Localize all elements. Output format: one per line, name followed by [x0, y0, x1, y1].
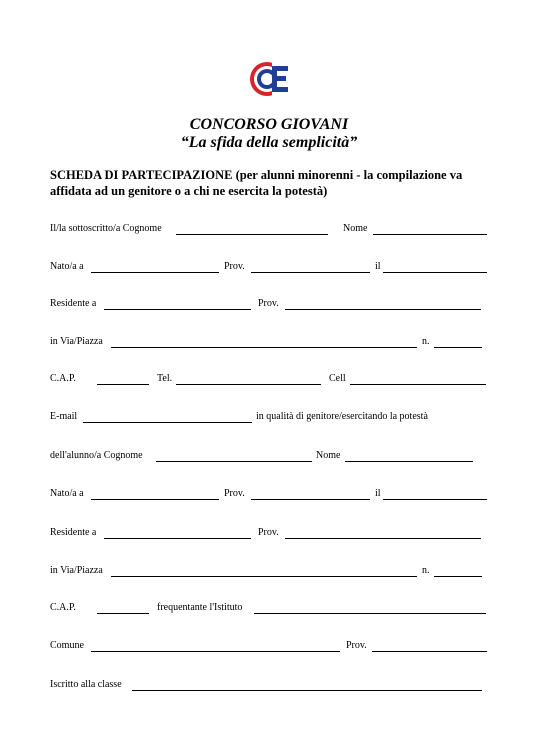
municipality-label: Comune	[50, 640, 84, 651]
ce-logo-icon	[248, 58, 290, 100]
school-field[interactable]	[254, 613, 486, 614]
form-row-parent-contacts	[0, 373, 538, 391]
student-birthplace-label: Nato/a a	[50, 488, 84, 499]
birthdate-label: il	[375, 261, 381, 272]
form-row-parent-address	[0, 336, 538, 354]
student-residence-province-field[interactable]	[285, 538, 481, 539]
form-row-school	[0, 602, 538, 620]
residence-province-label: Prov.	[258, 298, 279, 309]
form-row-student-name	[0, 450, 538, 468]
contest-title: CONCORSO GIOVANI	[189, 116, 349, 133]
street-field[interactable]	[111, 347, 417, 348]
student-province-field[interactable]	[251, 499, 370, 500]
mobile-field[interactable]	[350, 384, 486, 385]
student-surname-label: dell'alunno/a Cognome	[50, 450, 143, 461]
residence-province-field[interactable]	[285, 309, 481, 310]
birthplace-field[interactable]	[91, 272, 219, 273]
phone-field[interactable]	[176, 384, 321, 385]
email-field[interactable]	[83, 422, 252, 423]
student-residence-field[interactable]	[104, 538, 251, 539]
email-label: E-mail	[50, 411, 78, 422]
zip-label: C.A.P.	[50, 373, 76, 384]
name-label: Nome	[343, 223, 368, 234]
municipality-province-label: Prov.	[346, 640, 367, 651]
student-residence-province-label: Prov.	[258, 527, 279, 538]
class-field[interactable]	[132, 690, 482, 691]
form-row-municipality	[0, 640, 538, 658]
guardian-statement: in qualità di genitore/esercitando la potestà	[256, 411, 428, 422]
form-row-parent-residence	[0, 298, 538, 316]
student-street-number-field[interactable]	[434, 576, 482, 577]
province-field[interactable]	[251, 272, 370, 273]
student-street-label: in Via/Piazza	[50, 565, 103, 576]
student-zip-field[interactable]	[97, 613, 149, 614]
surname-label: Il/la sottoscritto/a Cognome	[50, 223, 162, 234]
zip-field[interactable]	[97, 384, 149, 385]
student-birthdate-field[interactable]	[383, 499, 487, 500]
street-number-label: n.	[422, 336, 430, 347]
form-row-student-birth	[0, 488, 538, 506]
form-row-email	[0, 411, 538, 429]
name-field[interactable]	[373, 234, 487, 235]
street-number-field[interactable]	[434, 347, 482, 348]
student-name-label: Nome	[316, 450, 341, 461]
student-street-number-label: n.	[422, 565, 430, 576]
form-row-student-residence	[0, 527, 538, 545]
residence-label: Residente a	[50, 298, 97, 309]
birthplace-label: Nato/a a	[50, 261, 84, 272]
class-label: Iscritto alla classe	[50, 679, 122, 690]
mobile-label: Cell	[329, 373, 346, 384]
student-birthplace-field[interactable]	[91, 499, 219, 500]
residence-field[interactable]	[104, 309, 251, 310]
phone-label: Tel.	[157, 373, 173, 384]
student-street-field[interactable]	[111, 576, 417, 577]
form-row-student-address	[0, 565, 538, 583]
form-heading: SCHEDA DI PARTECIPAZIONE (per alunni minorenni - la compilazione va affidata ad un genitore o a chi ne esercita la potestà)	[50, 168, 463, 198]
form-row-class	[0, 679, 538, 697]
student-residence-label: Residente a	[50, 527, 97, 538]
surname-field[interactable]	[176, 234, 328, 235]
birthdate-field[interactable]	[383, 272, 487, 273]
student-province-label: Prov.	[224, 488, 245, 499]
school-label: frequentante l'Istituto	[157, 602, 243, 613]
student-zip-label: C.A.P.	[50, 602, 76, 613]
form-row-parent-birth	[0, 261, 538, 279]
student-name-field[interactable]	[345, 461, 473, 462]
form-row-parent-name	[0, 223, 538, 241]
student-surname-field[interactable]	[156, 461, 312, 462]
student-birthdate-label: il	[375, 488, 381, 499]
contest-subtitle: “La sfida della semplicità”	[180, 134, 358, 151]
municipality-field[interactable]	[91, 651, 340, 652]
province-label: Prov.	[224, 261, 245, 272]
street-label: in Via/Piazza	[50, 336, 103, 347]
municipality-province-field[interactable]	[372, 651, 487, 652]
